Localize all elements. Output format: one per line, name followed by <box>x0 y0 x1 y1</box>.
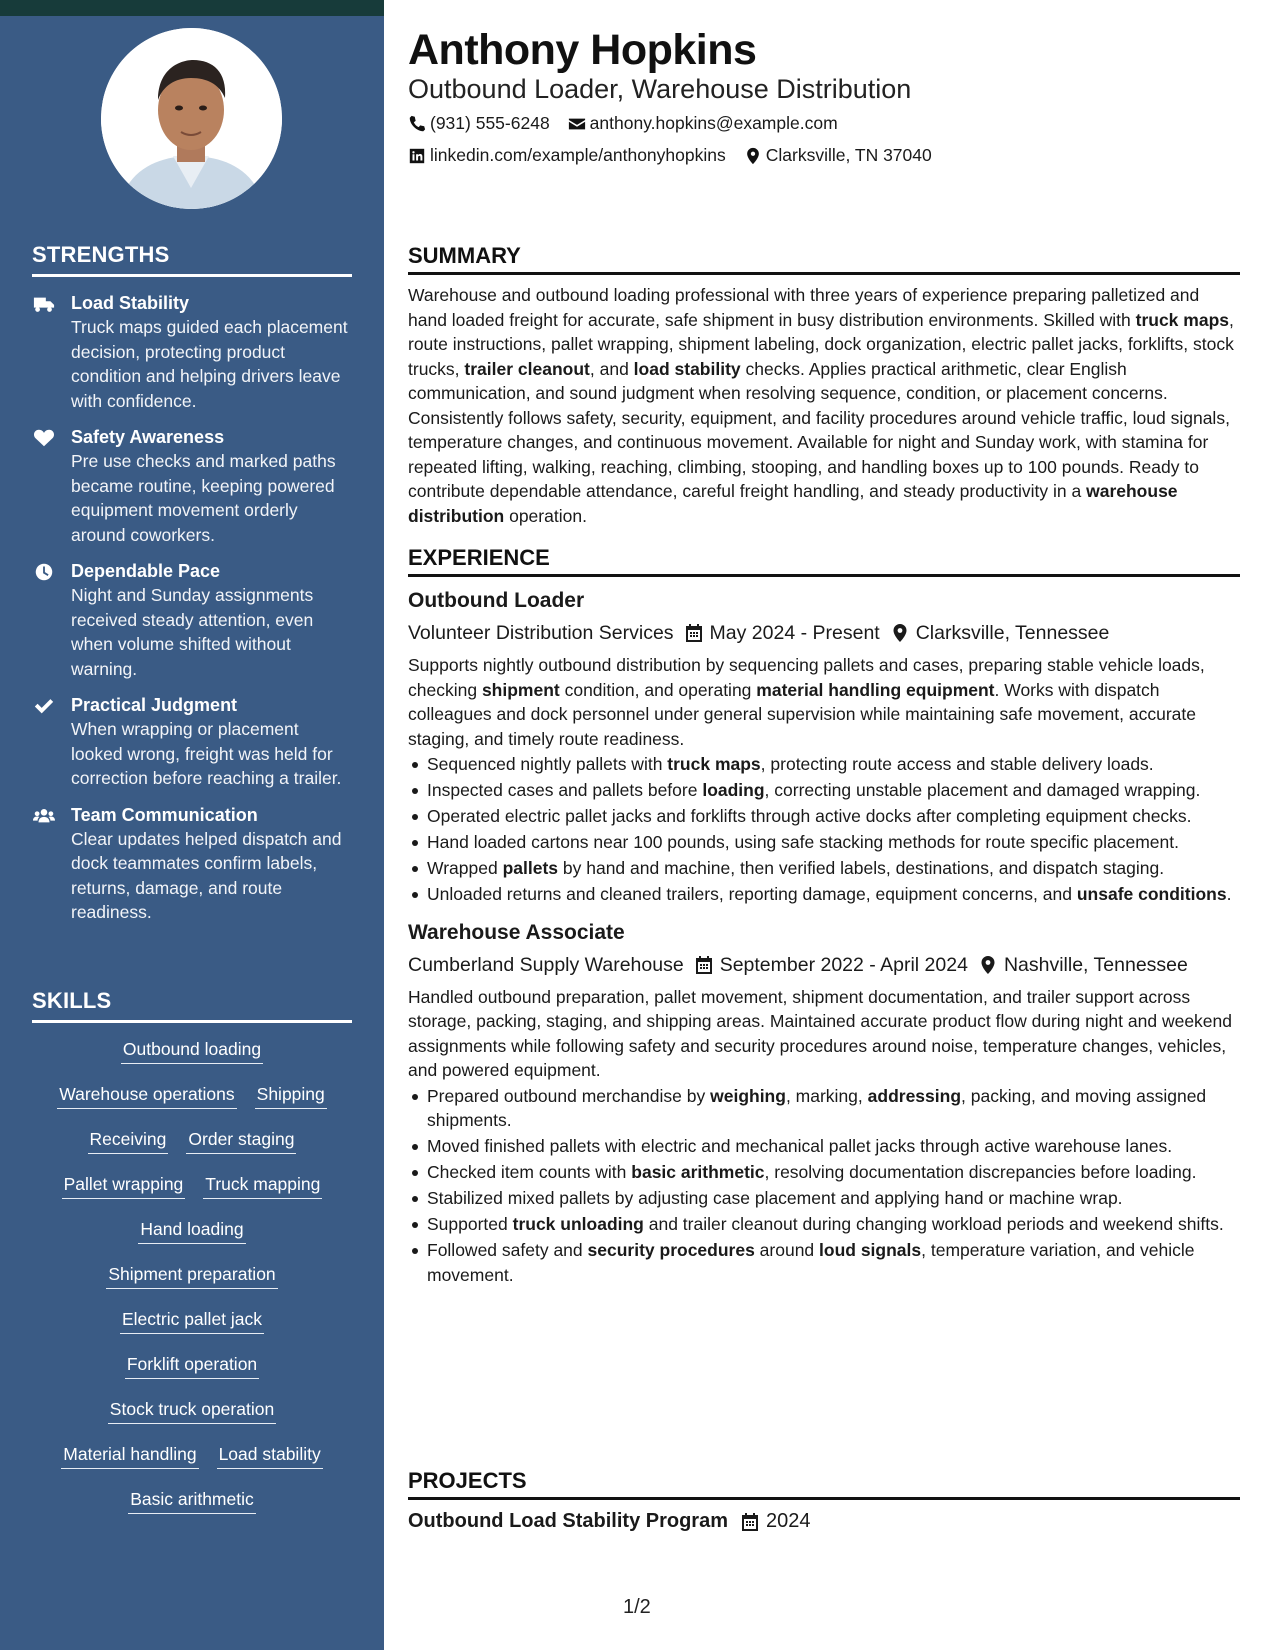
bullet-item: Inspected cases and pallets before loading, correcting unstable placement and damaged wrapping. <box>408 778 1240 803</box>
skills-row <box>32 1442 352 1487</box>
skill-tag: Shipment preparation <box>106 1262 277 1289</box>
skills-row <box>32 1397 352 1442</box>
project-date <box>740 1510 811 1533</box>
contact-location <box>744 145 932 166</box>
map-pin-icon <box>744 147 762 165</box>
contact-row <box>408 145 932 166</box>
strength-title: Practical Judgment <box>71 695 238 715</box>
email-text[interactable]: anthony.hopkins@example.com <box>589 113 838 133</box>
strength-title: Team Communication <box>71 804 258 825</box>
strength-item <box>32 693 352 791</box>
job-location-text: Nashville, Tennessee <box>1003 953 1188 976</box>
skills-row <box>32 1487 352 1532</box>
projects-section <box>408 1468 1240 1533</box>
phone-text: (931) 555-6248 <box>430 113 550 133</box>
skills-row <box>32 1262 352 1307</box>
job-role: Outbound Loader <box>408 589 585 612</box>
skill-tag: Shipping <box>255 1082 327 1109</box>
job-location <box>890 619 1110 647</box>
users-icon <box>32 805 56 827</box>
job-entry <box>408 587 1240 907</box>
skill-tag: Pallet wrapping <box>62 1172 186 1199</box>
job-dates-text: May 2024 - Present <box>709 622 880 644</box>
skills-row <box>32 1127 352 1172</box>
summary-heading: SUMMARY <box>408 243 1240 275</box>
strength-desc: Pre use checks and marked paths became routine, keeping powered equipment movement orderly around coworkers. <box>71 451 336 545</box>
skills-row <box>32 1307 352 1352</box>
strengths-section <box>32 242 352 925</box>
candidate-name: Anthony Hopkins <box>408 26 757 74</box>
job-role: Warehouse Associate <box>408 920 625 944</box>
map-pin-icon <box>978 955 998 975</box>
linkedin-icon <box>408 147 426 165</box>
skills-row <box>32 1172 352 1217</box>
bullet-item: Hand loaded cartons near 100 pounds, using safe stacking methods for route specific placement. <box>408 830 1240 855</box>
strength-item <box>32 425 352 547</box>
calendar-icon <box>694 955 714 975</box>
strength-title: Dependable Pace <box>71 561 221 581</box>
strength-desc: Clear updates helped dispatch and dock teammates confirm labels, returns, damage, and route readiness. <box>71 828 342 922</box>
skill-tag: Outbound loading <box>121 1037 263 1064</box>
sidebar <box>0 0 384 1650</box>
strength-title: Load Stability <box>71 293 190 313</box>
job-meta <box>408 619 1240 647</box>
strengths-heading: STRENGTHS <box>32 242 352 277</box>
strength-item <box>32 559 352 681</box>
job-bullets <box>408 752 1240 907</box>
job-company: Volunteer Distribution Services <box>408 622 674 644</box>
job-meta <box>408 951 1240 979</box>
skills-row <box>32 1217 352 1262</box>
strength-desc: Truck maps guided each placement decision, protecting product condition and helping drivers leave with confidence. <box>71 317 348 411</box>
bullet-item: Moved finished pallets with electric and mechanical pallet jacks through active warehouse lanes. <box>408 1134 1240 1159</box>
job-dates <box>694 951 968 979</box>
calendar-icon <box>684 623 704 643</box>
bullet-item: Prepared outbound merchandise by weighing, marking, addressing, packing, and moving assigned shipments. <box>408 1084 1240 1133</box>
linkedin-text[interactable]: linkedin.com/example/anthonyhopkins <box>430 145 726 165</box>
projects-heading: PROJECTS <box>408 1468 1240 1500</box>
skill-tag: Basic arithmetic <box>128 1487 256 1514</box>
job-dates <box>684 619 880 647</box>
strength-title: Safety Awareness <box>71 427 225 447</box>
bullet-item: Stabilized mixed pallets by adjusting case placement and applying hand or machine wrap. <box>408 1186 1240 1211</box>
contact-email[interactable] <box>568 113 838 134</box>
job-description: Handled outbound preparation, pallet movement, shipment documentation, and trailer support across storage, packing, staging, and shipping areas. Maintained accurate product flow during night and weekend assignments while following safety and security procedures around noise, temperature changes, vehicles, and powered equipment. <box>408 986 1233 1080</box>
experience-heading: EXPERIENCE <box>408 545 1240 577</box>
heart-icon <box>32 427 56 449</box>
bullet-item: Sequenced nightly pallets with truck maps, protecting route access and stable delivery loads. <box>408 752 1240 777</box>
skills-list <box>32 1037 352 1532</box>
contact-linkedin[interactable] <box>408 145 726 166</box>
bullet-item: Followed safety and security procedures around loud signals, temperature variation, and vehicle movement. <box>408 1238 1240 1287</box>
job-location-text: Clarksville, Tennessee <box>915 622 1110 644</box>
clock-icon <box>32 561 56 583</box>
strength-item <box>32 803 352 925</box>
skill-tag: Material handling <box>61 1442 198 1469</box>
skill-tag: Order staging <box>186 1127 296 1154</box>
skill-tag: Stock truck operation <box>108 1397 276 1424</box>
skills-row <box>32 1352 352 1397</box>
phone-icon <box>408 115 426 133</box>
skill-tag: Truck mapping <box>203 1172 322 1199</box>
job-company: Cumberland Supply Warehouse <box>408 953 684 976</box>
bullet-item: Unloaded returns and cleaned trailers, reporting damage, equipment concerns, and unsafe conditions. <box>408 882 1240 907</box>
avatar <box>101 28 282 209</box>
bullet-item: Operated electric pallet jacks and forklifts through active docks after completing equipment checks. <box>408 804 1240 829</box>
bullet-item: Supported truck unloading and trailer cleanout during changing workload periods and weekend shifts. <box>408 1212 1240 1237</box>
contact-row <box>408 113 838 134</box>
experience-section <box>408 545 1240 1289</box>
contact-phone <box>408 113 550 134</box>
skills-heading: SKILLS <box>32 988 352 1023</box>
project-entry <box>408 1510 1240 1533</box>
bullet-item: Checked item counts with basic arithmetic, resolving documentation discrepancies before loading. <box>408 1160 1240 1185</box>
skill-tag: Forklift operation <box>125 1352 259 1379</box>
envelope-icon <box>568 115 586 133</box>
sidebar-top-accent <box>0 0 384 16</box>
skill-tag: Receiving <box>88 1127 169 1154</box>
job-description: Supports nightly outbound distribution by sequencing pallets and cases, preparing stable vehicle loads, checking shipment condition, and operating material handling equipment. Works with dispatch colleagues and dock personnel under general supervision while maintaining safe movement, accurate staging, and timely route readiness. <box>408 655 1205 749</box>
job-entry <box>408 919 1240 1288</box>
strength-desc: Night and Sunday assignments received steady attention, even when volume shifted without warning. <box>71 585 314 679</box>
job-bullets <box>408 1084 1240 1288</box>
skill-tag: Electric pallet jack <box>120 1307 264 1334</box>
skill-tag: Load stability <box>217 1442 323 1469</box>
skills-section <box>32 988 352 1532</box>
summary-text: Warehouse and outbound loading professional with three years of experience preparing palletized and hand loaded freight for accurate, safe shipment in busy distribution environments. Skilled with truck maps, route instructions, pallet wrapping, shipment labeling, dock organization, electric pallet jacks, forklifts, stock trucks, trailer cleanout, and load stability checks. Applies practical arithmetic, clear English communication, and sound judgment when resolving sequence, condition, or placement concerns. Consistently follows safety, security, equipment, and facility procedures around vehicle traffic, loud signals, temperature changes, and continuous movement. Available for night and Sunday work, with stamina for repeated lifting, walking, reaching, climbing, stooping, and handling boxes up to 100 pounds. Ready to contribute dependable attendance, careful freight handling, and steady productivity in a warehouse distribution operation. <box>408 285 1234 526</box>
job-dates-text: September 2022 - April 2024 <box>719 953 968 976</box>
map-pin-icon <box>890 623 910 643</box>
page-number: 1/2 <box>623 1596 651 1618</box>
project-title: Outbound Load Stability Program <box>408 1510 728 1532</box>
portrait-image <box>101 28 282 209</box>
calendar-icon <box>740 1512 760 1532</box>
candidate-title: Outbound Loader, Warehouse Distribution <box>408 74 912 104</box>
check-icon <box>32 695 56 717</box>
job-location <box>978 951 1188 979</box>
skills-row <box>32 1082 352 1127</box>
skills-row <box>32 1037 352 1082</box>
strength-desc: When wrapping or placement looked wrong, freight was held for correction before reaching a trailer. <box>71 719 342 788</box>
bullet-item: Wrapped pallets by hand and machine, then verified labels, destinations, and dispatch staging. <box>408 856 1240 881</box>
skill-tag: Warehouse operations <box>57 1082 236 1109</box>
skill-tag: Hand loading <box>138 1217 245 1244</box>
project-date-text: 2024 <box>766 1510 811 1532</box>
summary-section <box>408 243 1240 528</box>
strength-item <box>32 291 352 413</box>
truck-icon <box>32 293 56 315</box>
location-text: Clarksville, TN 37040 <box>765 145 932 165</box>
